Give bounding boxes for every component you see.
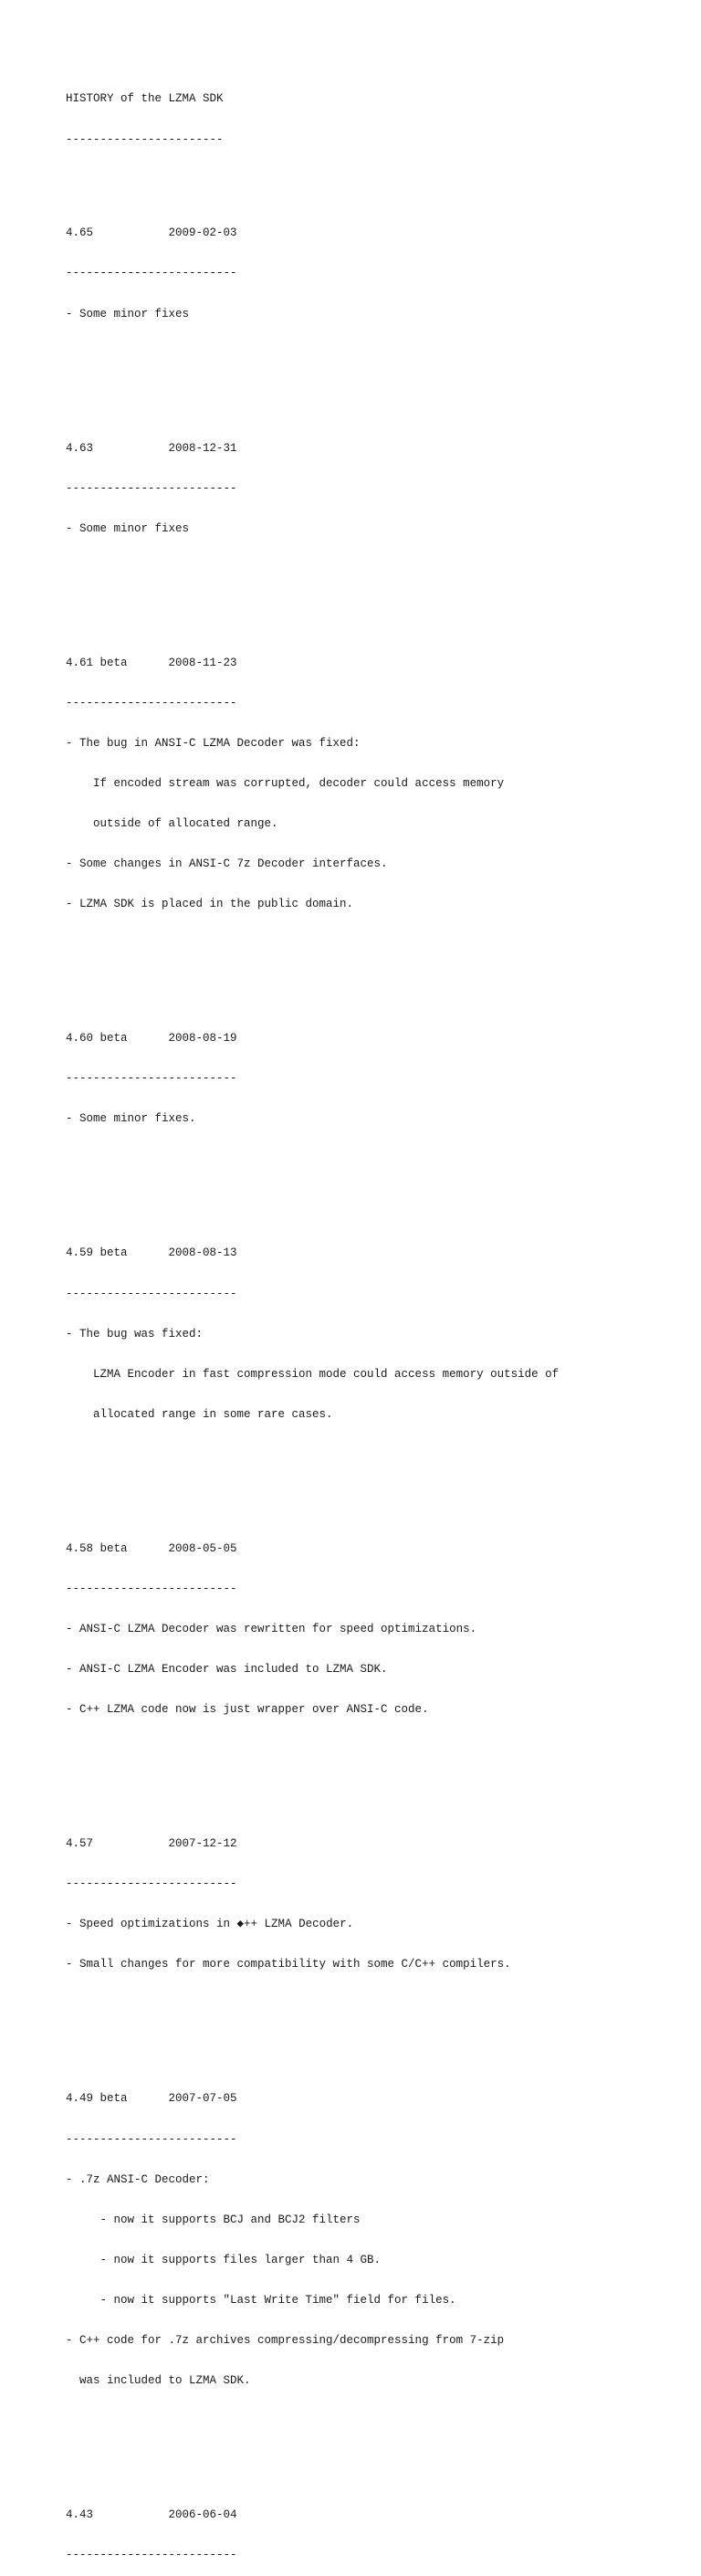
changelog-subentry: - now it supports BCJ and BCJ2 filters (66, 2213, 361, 2226)
blank-line (66, 938, 559, 952)
version-underline: ------------------------- (66, 1072, 237, 1086)
version-heading-4-60: 4.60 beta 2008-08-19 (66, 1032, 237, 1046)
blank-line (66, 2414, 559, 2428)
changelog-entry-detail: LZMA Encoder in fast compression mode could access memory outside of (66, 1367, 560, 1381)
blank-line (66, 1193, 559, 1207)
version-heading-4-58: 4.58 beta 2008-05-05 (66, 1541, 237, 1555)
version-heading-4-61: 4.61 beta 2008-11-23 (66, 656, 237, 669)
changelog-entry: - The bug in ANSI-C LZMA Decoder was fixed: (66, 736, 361, 750)
changelog-entry-detail: was included to LZMA SDK. (66, 2374, 251, 2388)
changelog-subentry: - now it supports "Last Write Time" field for files. (66, 2293, 456, 2307)
version-underline: ------------------------- (66, 2132, 237, 2146)
changelog-subentry: - now it supports files larger than 4 GB. (66, 2253, 382, 2266)
changelog-entry: - Some changes in ANSI-C 7z Decoder interfaces. (66, 857, 388, 871)
changelog-entry: - Small changes for more compatibility with some C/C++ compilers. (66, 1958, 511, 1971)
version-underline: ------------------------- (66, 267, 237, 280)
version-underline: ------------------------- (66, 696, 237, 710)
version-underline: ------------------------- (66, 481, 237, 495)
doc-title: HISTORY of the LZMA SDK (66, 92, 224, 106)
version-underline: ------------------------- (66, 2549, 237, 2562)
changelog-entry: - Speed optimizations in ◆++ LZMA Decoder. (66, 1918, 354, 1931)
blank-line (66, 978, 559, 992)
blank-line (66, 1783, 559, 1797)
changelog-entry: - Some minor fixes (66, 307, 190, 321)
blank-line (66, 1448, 559, 1462)
changelog-entry: - C++ code for .7z archives compressing/decompressing from 7-zip (66, 2334, 505, 2347)
blank-line (66, 1743, 559, 1757)
version-heading-4-57: 4.57 2007-12-12 (66, 1837, 237, 1851)
changelog-entry: - ANSI-C LZMA Decoder was rewritten for speed optimizations. (66, 1623, 477, 1635)
title-underline: ----------------------- (66, 132, 224, 146)
changelog-entry: - .7z ANSI-C Decoder: (66, 2172, 210, 2186)
blank-line (66, 2455, 559, 2468)
changelog-entry: - C++ LZMA code now is just wrapper over ANSI-C code. (66, 1703, 429, 1717)
blank-line (66, 1153, 559, 1167)
changelog-entry-detail: If encoded stream was corrupted, decoder could access memory (66, 777, 505, 791)
blank-line (66, 603, 559, 616)
blank-line (66, 1999, 559, 2013)
version-underline: ------------------------- (66, 1877, 237, 1891)
changelog-entry: - LZMA SDK is placed in the public domain. (66, 898, 354, 911)
blank-line (66, 2039, 559, 2053)
changelog-entry: - Some minor fixes. (66, 1112, 196, 1126)
changelog-entry: - The bug was fixed: (66, 1327, 204, 1341)
version-heading-4-63: 4.63 2008-12-31 (66, 441, 237, 455)
changelog-entry: - Some minor fixes (66, 521, 190, 535)
changelog-entry: - ANSI-C LZMA Encoder was included to LZMA SDK. (66, 1663, 388, 1677)
version-underline: ------------------------- (66, 1582, 237, 1595)
version-underline: ------------------------- (66, 1287, 237, 1300)
history-document (66, 66, 559, 2576)
blank-line (66, 1488, 559, 1502)
version-heading-4-43: 4.43 2006-06-04 (66, 2508, 237, 2522)
version-heading-4-59: 4.59 beta 2008-08-13 (66, 1246, 237, 1260)
blank-line (66, 173, 559, 187)
changelog-entry-detail: allocated range in some rare cases. (66, 1407, 333, 1421)
blank-line (66, 563, 559, 576)
changelog-entry-detail: outside of allocated range. (66, 817, 278, 831)
version-heading-4-65: 4.65 2009-02-03 (66, 226, 237, 240)
blank-line (66, 348, 559, 362)
blank-line (66, 388, 559, 402)
version-heading-4-49: 4.49 beta 2007-07-05 (66, 2092, 237, 2106)
